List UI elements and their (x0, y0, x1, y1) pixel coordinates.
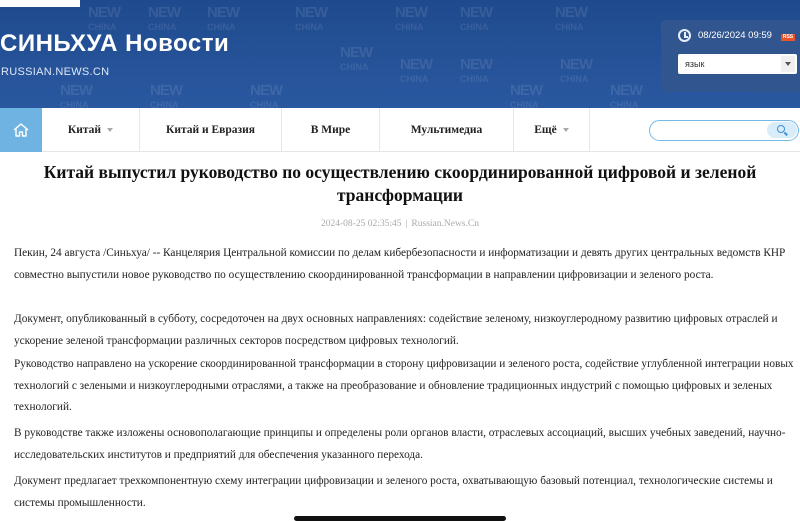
nav-item-multimedia[interactable] (380, 108, 514, 152)
chevron-down-icon (785, 62, 791, 66)
home-icon (13, 123, 29, 137)
site-logo-title[interactable]: СИНЬХУА Новости (0, 30, 230, 57)
home-indicator-bar (294, 516, 506, 521)
watermark-decoration: NEW CHINA (250, 82, 282, 108)
chevron-down-icon (563, 128, 569, 132)
search-input[interactable] (658, 123, 763, 137)
header-utility-panel (661, 20, 800, 92)
nav-item-label: Ещё (534, 124, 557, 136)
watermark-decoration: NEW CHINA (560, 56, 592, 84)
article-paragraph: Пекин, 24 августа /Синьхуа/ -- Канцелярия Центральной комиссии по делам кибербезопасности и информатизации и девять других центральных ведомств КНР совместно выпустили новое руководство по осуществлению скоординированной трансформации в направлении цифровизации и зеленого роста. (14, 247, 786, 281)
current-datetime: 08/26/2024 09:59 (698, 30, 772, 41)
search-icon (777, 125, 785, 133)
nav-item-label: Китай (67, 124, 102, 136)
chevron-down-icon (107, 128, 113, 132)
watermark-decoration: NEW CHINA (510, 82, 542, 108)
watermark-decoration: NEW CHINA (610, 82, 642, 108)
watermark-decoration: NEW CHINA (88, 4, 120, 32)
search-button[interactable] (767, 122, 797, 138)
language-select[interactable] (678, 54, 797, 74)
nav-item-world[interactable] (282, 108, 380, 152)
nav-item-label: Мультимедиа (410, 124, 483, 136)
header-top-strip (0, 0, 80, 7)
nav-item-label: В Мире (310, 124, 351, 136)
watermark-decoration: NEW CHINA (460, 56, 492, 84)
main-navigation (0, 108, 800, 152)
article-source: Russian.News.Cn (411, 219, 479, 229)
article-meta (0, 219, 800, 229)
watermark-decoration: NEW CHINA (207, 4, 239, 32)
watermark-decoration: NEW CHINA (295, 4, 327, 32)
clock-icon (678, 29, 691, 42)
watermark-decoration: NEW CHINA (60, 82, 92, 108)
site-logo-subtitle[interactable]: RUSSIAN.NEWS.CN (1, 66, 110, 78)
article-title (0, 161, 800, 207)
home-button[interactable] (0, 108, 42, 152)
watermark-decoration: NEW CHINA (460, 4, 492, 32)
meta-separator: | (405, 219, 408, 229)
watermark-decoration: NEW CHINA (395, 4, 427, 32)
article-paragraph: Документ предлагает трехкомпонентную схему интеграции цифровизации и зеленого роста, охватывающую базовый потенциал, технологические системы и системы промышленности. (14, 475, 773, 509)
nav-item-label: Китай и Евразия (165, 124, 255, 136)
language-select-value: язык (685, 59, 705, 69)
rss-icon[interactable]: RSS (782, 34, 794, 40)
nav-item-china-eurasia[interactable] (140, 108, 282, 152)
watermark-decoration: NEW CHINA (340, 44, 372, 72)
site-header (0, 0, 800, 108)
article-paragraph: Руководство направлено на ускорение скоординированной трансформации в сторону цифровизации и зеленого роста, содействие углубленной интеграции новых технологий с зелеными и низкоуглеродными отраслями, а также на преобразование и обновление традиционных индустрий с помощью цифровых и зеленых технологий. (14, 358, 794, 413)
nav-item-china[interactable] (42, 108, 140, 152)
nav-item-more[interactable] (514, 108, 590, 152)
article-paragraph: Документ, опубликованный в субботу, сосредоточен на двух основных направлениях: содействие зеленому, низкоуглеродному развитию цифровых отраслей и ускорение зеленой трансформации различных секторов посредством цифровых технологий. (14, 313, 778, 347)
article-title-line: трансформации (336, 185, 464, 205)
article-title-line: Китай выпустил руководство по осуществлению скоординированной цифровой и зеленой (43, 162, 757, 182)
article-date: 2024-08-25 02:35:45 (321, 219, 402, 229)
article-paragraph: В руководстве также изложены основополагающие принципы и определены роли органов власти, отраслевых ассоциаций, высших учебных заведений, научно-исследовательских институтов и предприятий для обеспечения указанного перехода. (14, 427, 786, 461)
watermark-decoration: NEW CHINA (148, 4, 180, 32)
watermark-decoration: NEW CHINA (150, 82, 182, 108)
watermark-decoration: NEW CHINA (555, 4, 587, 32)
search-box (649, 120, 799, 141)
watermark-decoration: NEW CHINA (400, 56, 432, 84)
